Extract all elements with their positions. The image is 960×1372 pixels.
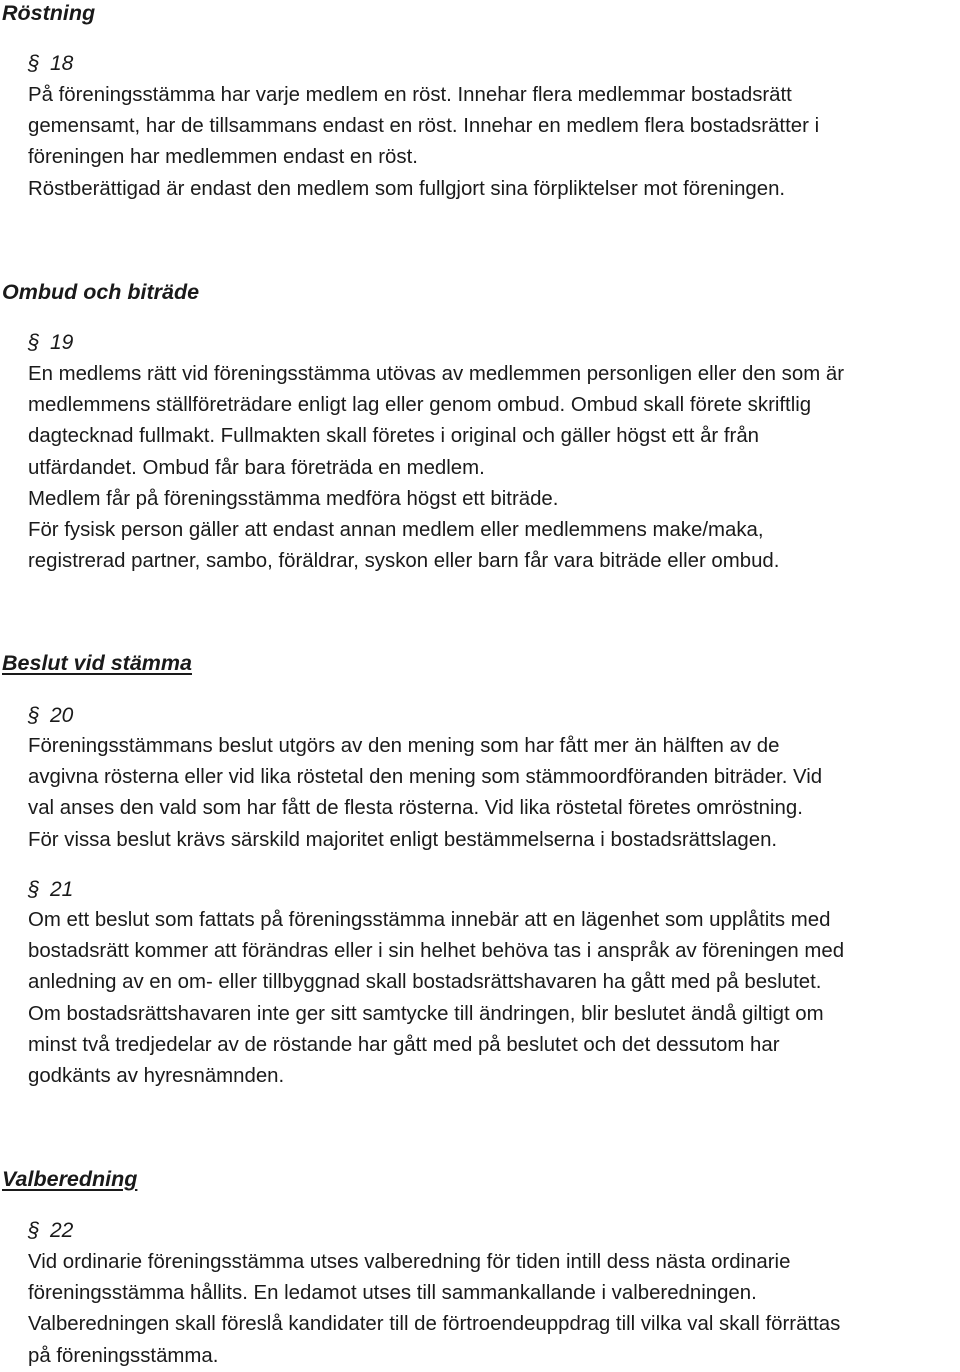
text-line: På föreningsstämma har varje medlem en röst. Innehar flera medlemmar bostadsrätt — [28, 84, 792, 106]
text-line: utfärdandet. Ombud får bara företräda en medlem. — [28, 456, 485, 479]
text-line: En medlems rätt vid föreningsstämma utövas av medlemmen personligen eller den som är — [28, 363, 844, 385]
text-line: registrerad partner, sambo, föräldrar, syskon eller barn får vara biträde eller ombud. — [28, 550, 780, 573]
section-sign: § — [28, 331, 40, 354]
text-line: Om ett beslut som fattats på föreningsstämma innebär att en lägenhet som upplåtits med — [28, 909, 831, 931]
text-line: Medlem får på föreningsstämma medföra högst ett biträde. — [28, 487, 559, 510]
text-line: För fysisk person gäller att endast annan medlem eller medlemmens make/maka, — [28, 519, 764, 542]
text-line: godkänts av hyresnämnden. — [28, 1065, 285, 1088]
paragraph-number-21 — [28, 876, 73, 904]
text-line: medlemmens ställföreträdare enligt lag eller genom ombud. Ombud skall förete skriftlig — [28, 394, 812, 417]
section-sign: § — [28, 1219, 40, 1242]
paragraph-text-22 — [28, 1247, 960, 1372]
text-line: dagtecknad fullmakt. Fullmakten skall företes i original och gäller högst ett år från — [28, 425, 760, 448]
text-line: Om bostadsrättshavaren inte ger sitt samtycke till ändringen, blir beslutet ändå giltigt om — [28, 1002, 824, 1025]
text-line: Vid ordinarie föreningsstämma utses valberedning för tiden intill dess nästa ordinarie — [28, 1251, 791, 1273]
paragraph-number-22 — [28, 1217, 73, 1245]
paragraph-number-18 — [28, 50, 73, 78]
text-line: föreningen har medlemmen endast en röst. — [28, 146, 418, 169]
paragraph-number: 19 — [50, 331, 74, 354]
paragraph-number-20 — [28, 702, 73, 730]
text-line: bostadsrätt kommer att förändras eller i sin helhet behöva tas i anspråk av föreningen med — [28, 940, 845, 963]
text-line: val anses den vald som har fått de flesta rösterna. Vid lika röstetal företes omröstning. — [28, 797, 803, 820]
paragraph-number: 18 — [50, 52, 74, 75]
section-sign: § — [28, 878, 40, 901]
text-line: Röstberättigad är endast den medlem som fullgjort sina förpliktelser mot föreningen. — [28, 177, 786, 200]
text-line: minst två tredjedelar av de röstande har gått med på beslutet och det dessutom har — [28, 1033, 780, 1056]
paragraph-text-21 — [28, 905, 960, 1092]
paragraph-number-19 — [28, 329, 73, 357]
text-line: föreningsstämma hållits. En ledamot utses till sammankallande i valberedningen. — [28, 1282, 757, 1305]
paragraph-text-19 — [28, 359, 960, 577]
heading-rostning: Röstning — [2, 1, 96, 25]
text-line: Föreningsstämmans beslut utgörs av den mening som har fått mer än hälften av de — [28, 735, 780, 757]
heading-beslut-vid-stamma: Beslut vid stämma — [2, 651, 192, 675]
text-line: gemensamt, har de tillsammans endast en röst. Innehar en medlem flera bostadsrätter i — [28, 115, 820, 138]
heading-ombud-och-bitrade: Ombud och biträde — [2, 280, 200, 304]
section-sign: § — [28, 52, 40, 75]
text-line: För vissa beslut krävs särskild majoritet enligt bestämmelserna i bostadsrättslagen. — [28, 828, 778, 851]
paragraph-text-20 — [28, 731, 960, 856]
text-line: på föreningsstämma. — [28, 1344, 219, 1367]
text-line: Valberedningen skall föreslå kandidater till de förtroendeuppdrag till vilka val skall förrättas — [28, 1313, 841, 1336]
paragraph-number: 21 — [50, 878, 74, 901]
heading-valberedning: Valberedning — [2, 1167, 138, 1191]
text-line: avgivna rösterna eller vid lika röstetal den mening som stämmoordföranden biträder. Vid — [28, 766, 823, 789]
paragraph-number: 20 — [50, 704, 74, 727]
text-line: anledning av en om- eller tillbyggnad skall bostadsrättshavaren ha gått med på beslutet. — [28, 971, 822, 994]
paragraph-text-18 — [28, 80, 960, 205]
paragraph-number: 22 — [50, 1219, 74, 1242]
section-sign: § — [28, 704, 40, 727]
